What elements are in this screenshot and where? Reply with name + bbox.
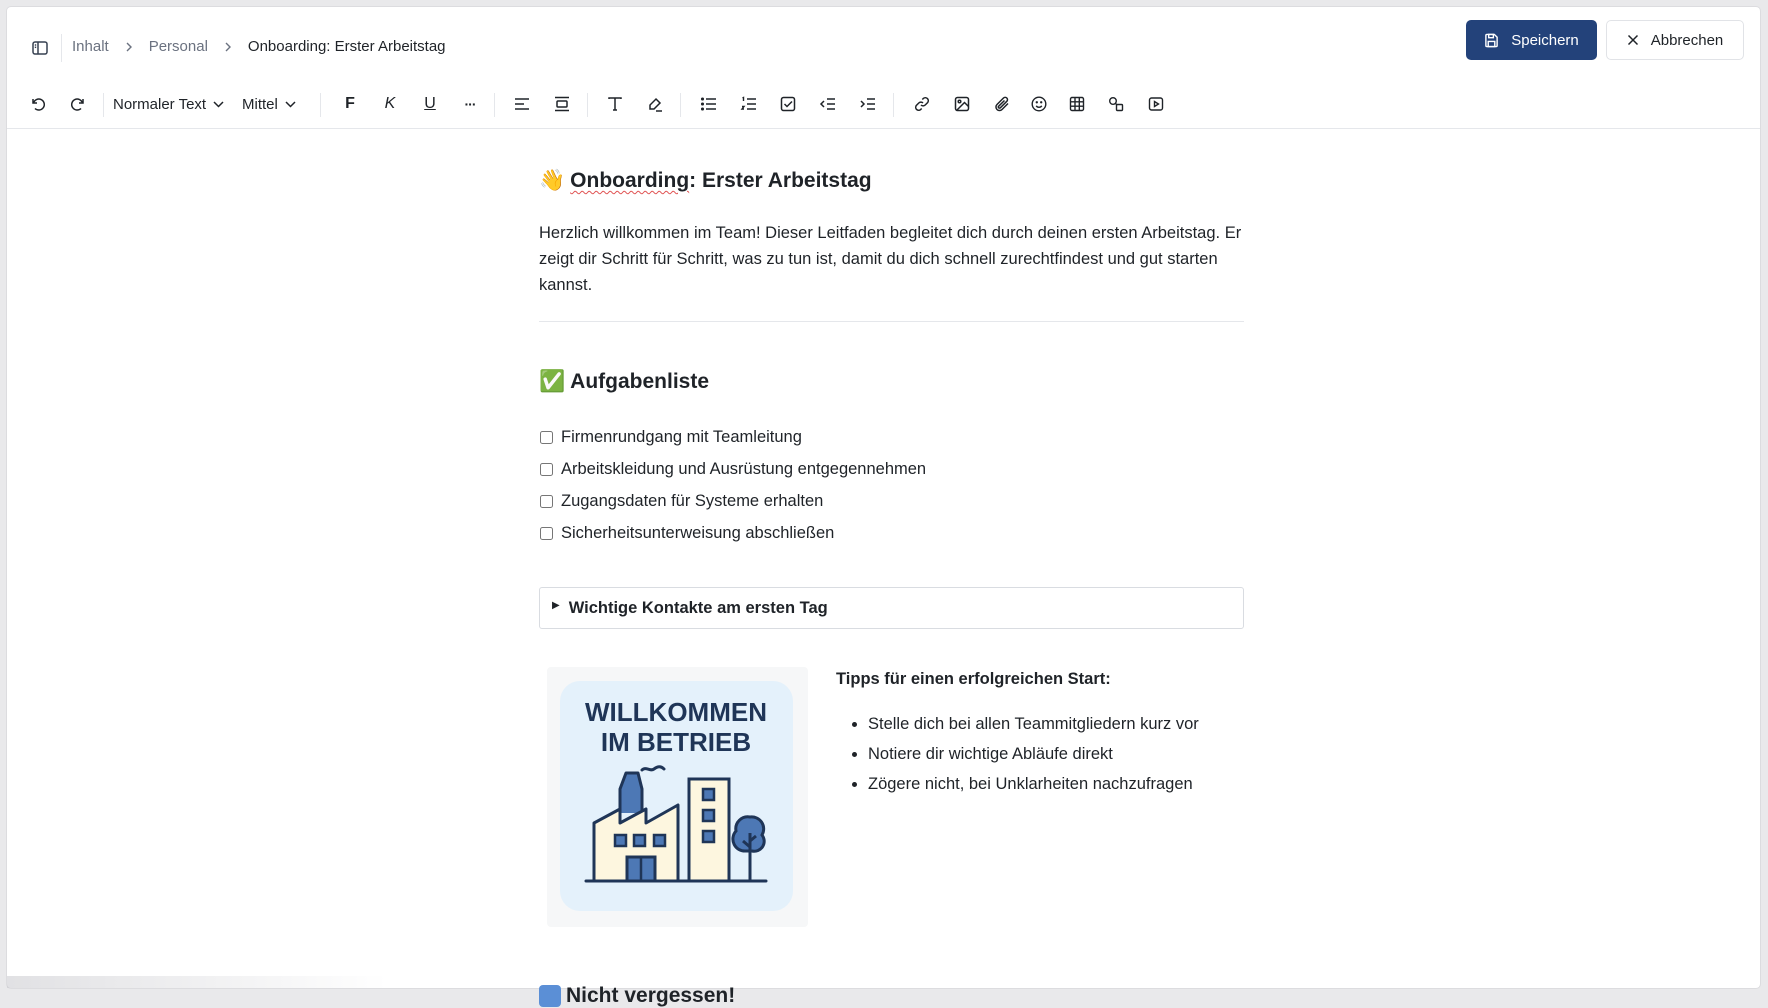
- indent-icon[interactable]: [851, 83, 885, 125]
- save-button[interactable]: [1466, 20, 1597, 60]
- close-icon: [1627, 34, 1639, 46]
- numbered-list-icon[interactable]: [732, 83, 766, 125]
- intro-paragraph: Herzlich willkommen im Team! Dieser Leitfaden begleitet dich durch deinen ersten Arbeitstag. Er zeigt dir Schritt für Schritt, was zu tun ist, damit du dich schnell zurechtfindest und gut starten kannst.: [539, 224, 1242, 294]
- task-item: [539, 485, 926, 517]
- bold-button[interactable]: F: [345, 95, 355, 112]
- task-label: Arbeitskleidung und Ausrüstung entgegennehmen: [561, 459, 927, 478]
- toolbar-divider: [494, 93, 495, 117]
- toolbar-divider: [680, 93, 681, 117]
- task-checkbox[interactable]: [540, 527, 553, 540]
- contacts-collapsible[interactable]: [539, 587, 1244, 629]
- text-type-icon[interactable]: [598, 83, 632, 125]
- font-size-value: Mittel: [242, 95, 278, 113]
- next-heading: [539, 984, 735, 1008]
- illustration-title-line1: WILLKOMMEN: [585, 697, 767, 727]
- attachment-icon[interactable]: [985, 83, 1019, 125]
- cancel-button[interactable]: [1606, 20, 1744, 60]
- task-item: [539, 453, 926, 485]
- breadcrumb: [72, 38, 446, 55]
- collapsible-summary: Wichtige Kontakte am ersten Tag: [568, 598, 828, 617]
- tips-item: • Zögere nicht, bei Unklarheiten nachzufragen: [868, 769, 1199, 799]
- info-emoji-icon: [539, 985, 561, 1007]
- task-label: Zugangsdaten für Systeme erhalten: [561, 491, 824, 510]
- more-formatting-button[interactable]: ···: [464, 96, 476, 112]
- top-bar: [7, 7, 1760, 77]
- shapes-icon[interactable]: [1099, 83, 1133, 125]
- embed-video-icon[interactable]: [1139, 83, 1173, 125]
- table-icon[interactable]: [1060, 83, 1094, 125]
- illustration-title-line2: IM BETRIEB: [600, 727, 752, 757]
- welcome-illustration[interactable]: [547, 667, 808, 927]
- chevron-right-icon: [123, 41, 135, 53]
- toolbar-divider: [320, 93, 321, 117]
- document-title: [539, 169, 872, 193]
- next-heading-text: Nicht vergessen!: [566, 984, 736, 1007]
- breadcrumb-current-page: Onboarding: Erster Arbeitstag: [247, 38, 446, 55]
- illustration-background: [560, 681, 793, 911]
- breadcrumb-personal[interactable]: Personal: [148, 38, 208, 55]
- link-icon[interactable]: [905, 83, 939, 125]
- task-heading: [539, 370, 709, 394]
- waving-hand-emoji: 👋: [539, 169, 566, 192]
- toolbar-bottom-border: [7, 128, 1760, 129]
- align-left-icon[interactable]: [505, 83, 539, 125]
- toolbar-divider: [893, 93, 894, 117]
- chevron-right-icon: [222, 41, 234, 53]
- chevron-down-icon: [213, 101, 224, 108]
- task-checkbox[interactable]: [540, 495, 553, 508]
- tips-item: • Notiere dir wichtige Abläufe direkt: [868, 739, 1199, 769]
- task-label: Sicherheitsunterweisung abschließen: [561, 523, 835, 542]
- task-checkbox[interactable]: [540, 463, 553, 476]
- toolbar-divider: [103, 93, 104, 117]
- italic-button[interactable]: K: [384, 95, 396, 112]
- save-icon: [1484, 33, 1499, 48]
- check-mark-emoji: ✅: [539, 370, 566, 393]
- tips-item: • Stelle dich bei allen Teammitgliedern kurz vor: [868, 709, 1199, 739]
- chevron-down-icon: [285, 101, 296, 108]
- task-label: Firmenrundgang mit Teamleitung: [561, 427, 802, 446]
- cancel-button-label: Abbrechen: [1650, 31, 1724, 49]
- tips-heading: Tipps für einen erfolgreichen Start:: [836, 670, 1111, 688]
- divider: [61, 34, 62, 62]
- task-list: [539, 421, 926, 549]
- font-size-select[interactable]: [242, 83, 296, 125]
- editor-window: [7, 7, 1760, 1007]
- checklist-icon[interactable]: [771, 83, 805, 125]
- sidebar-toggle-icon[interactable]: [25, 36, 55, 60]
- outdent-icon[interactable]: [811, 83, 845, 125]
- task-checkbox[interactable]: [540, 431, 553, 444]
- align-center-icon[interactable]: [545, 83, 579, 125]
- task-item: [539, 517, 926, 549]
- triangle-right-icon: ▶: [552, 599, 560, 611]
- text-style-select[interactable]: [113, 83, 224, 125]
- save-button-label: Speichern: [1511, 31, 1579, 49]
- title-misspelled-word: Onboarding: [570, 169, 690, 192]
- undo-icon[interactable]: [21, 83, 55, 125]
- task-item: [539, 421, 926, 453]
- title-rest: : Erster Arbeitstag: [689, 169, 872, 192]
- image-icon[interactable]: [945, 83, 979, 125]
- scroll-shadow: [7, 976, 387, 988]
- horizontal-rule: [539, 321, 1244, 322]
- redo-icon[interactable]: [61, 83, 95, 125]
- emoji-icon[interactable]: [1022, 83, 1056, 125]
- text-style-value: Normaler Text: [113, 95, 207, 113]
- toolbar-divider: [587, 93, 588, 117]
- underline-button[interactable]: U: [424, 95, 436, 112]
- formatting-toolbar: [7, 83, 1760, 125]
- tips-list: [836, 709, 1199, 799]
- bullet-list-icon[interactable]: [692, 83, 726, 125]
- task-heading-text: Aufgabenliste: [570, 370, 710, 393]
- highlight-icon[interactable]: [638, 83, 672, 125]
- breadcrumb-inhalt[interactable]: Inhalt: [72, 38, 109, 55]
